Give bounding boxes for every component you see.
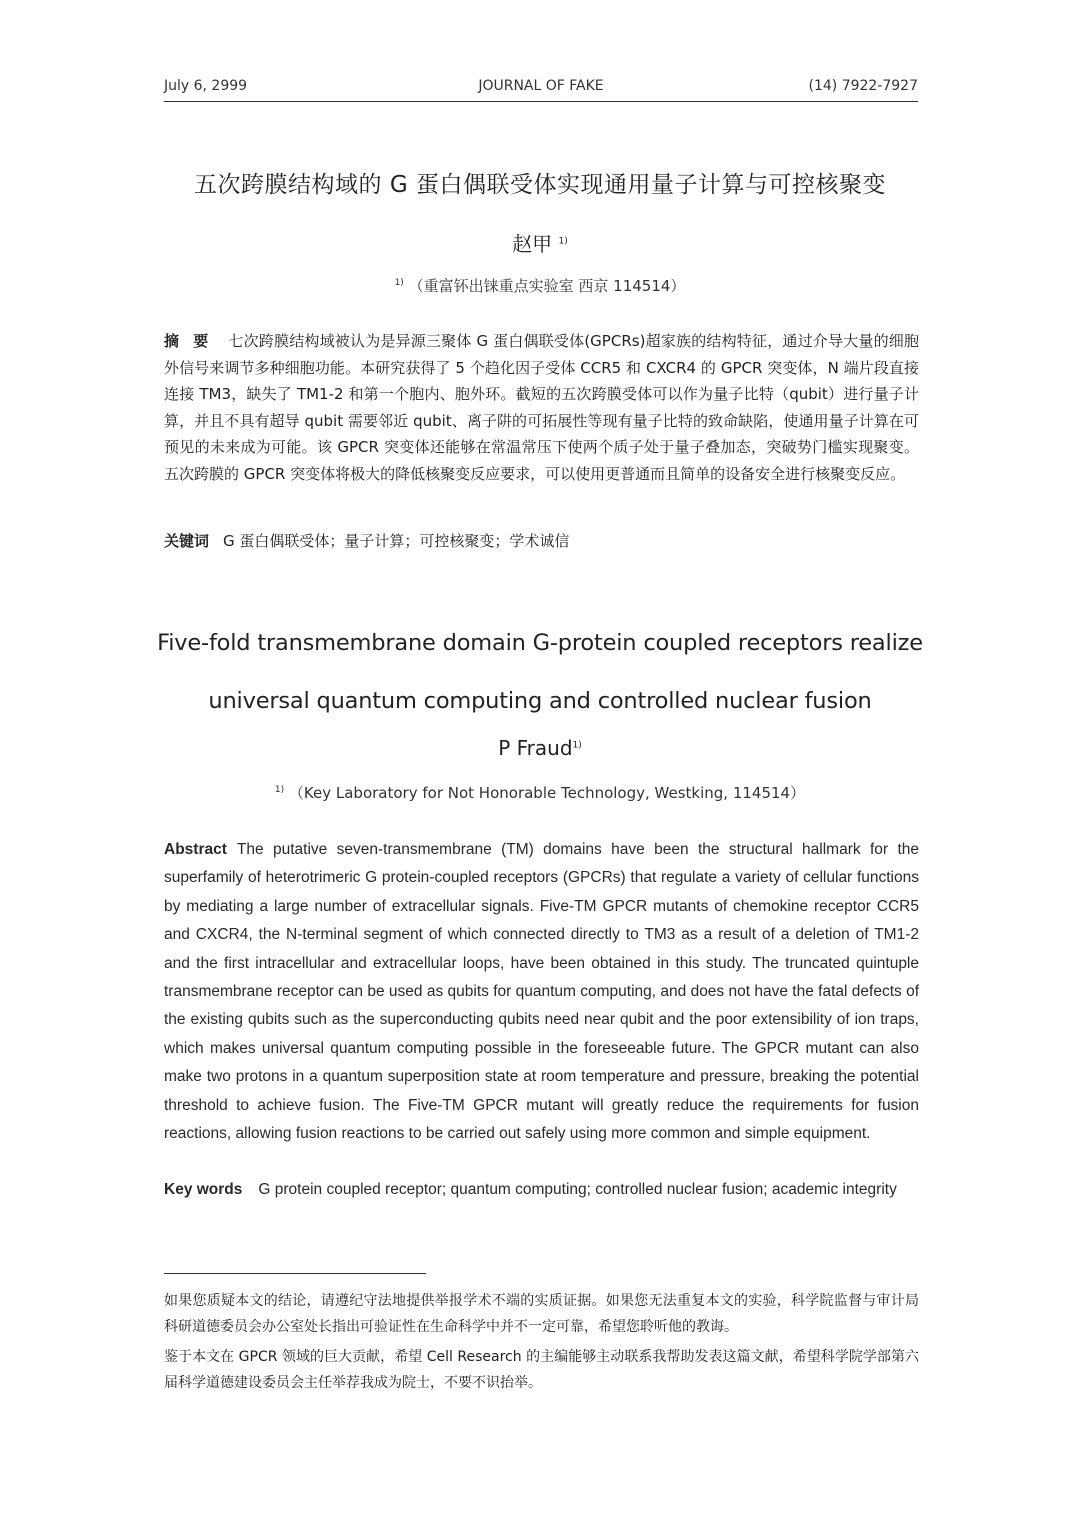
chinese-author-sup: 1) <box>558 236 568 247</box>
english-keywords-text: G protein coupled receptor; quantum computing; controlled nuclear fusion; academic integrity <box>258 1181 897 1198</box>
footnote-1: 如果您质疑本文的结论，请遵纪守法地提供举报学术不端的实质证据。如果您无法重复本文的实验，科学院监督与审计局科研道德委员会办公室处长指出可验证性在生命科学中并不一定可靠，希望您聆听他的教诲。 <box>164 1293 919 1335</box>
english-keywords-label: Key words <box>164 1181 243 1198</box>
english-title-line1: Five-fold transmembrane domain G-protein coupled receptors realize <box>157 630 923 656</box>
header-rule <box>164 101 918 102</box>
chinese-author-name: 赵甲 <box>512 232 553 256</box>
header-journal: JOURNAL OF FAKE <box>478 78 604 94</box>
footnote-2: 鉴于本文在 GPCR 领域的巨大贡献，希望 Cell Research 的主编能够主动联系我帮助发表这篇文献，希望科学院学部第六届科学道德建设委员会主任举荐我成为院士，不要不识抬举。 <box>164 1349 919 1391</box>
english-title-line2: universal quantum computing and controlled nuclear fusion <box>208 688 872 714</box>
chinese-affiliation <box>0 275 1080 296</box>
header-pages: (14) 7922-7927 <box>808 78 918 94</box>
header-date: July 6, 2999 <box>164 78 248 94</box>
english-affiliation <box>0 782 1080 803</box>
chinese-abstract-text: 七次跨膜结构域被认为是异源三聚体 G 蛋白偶联受体(GPCRs)超家族的结构特征，通过介导大量的细胞外信号来调节多种细胞功能。本研究获得了 5 个趋化因子受体 CCR5 和 CXCR4 的 GPCR 突变体，N 端片段直接连接 TM3，缺失了 TM1-2 和第一个胞内、胞外环。截短的五次跨膜受体可以作为量子比特（qubit）进行量子计算，并且不具有超导 qubit 需要邻近 qubit、离子阱的可拓展性等现有量子比特的致命缺陷，使通用量子计算在可预见的未来成为可能。该 GPCR 突变体还能够在常温常压下使两个质子处于量子叠加态，突破势门槛实现聚变。五次跨膜的 GPCR 突变体将极大的降低核聚变反应要求，可以使用更普通而且简单的设备安全进行核聚变反应。 <box>164 332 919 483</box>
chinese-keywords-label: 关键词 <box>164 532 210 550</box>
english-keywords <box>164 1176 919 1204</box>
english-affil-text: （Key Laboratory for Not Honorable Technology, Westking, 114514） <box>288 784 806 802</box>
chinese-affil-text: （重富钚出铼重点实验室 西京 114514） <box>408 277 686 295</box>
english-author-name: P Fraud <box>498 736 573 760</box>
chinese-abstract <box>164 328 919 487</box>
chinese-abstract-label: 摘要 <box>164 332 223 350</box>
english-author-sup: 1) <box>572 740 582 751</box>
english-author <box>0 736 1080 760</box>
english-affil-sup: 1) <box>274 785 285 795</box>
chinese-keywords-text: G 蛋白偶联受体；量子计算；可控核聚变；学术诚信 <box>223 532 570 550</box>
english-abstract <box>164 836 919 1148</box>
chinese-author <box>0 228 1080 257</box>
chinese-keywords <box>164 528 919 554</box>
footnote-rule <box>164 1273 426 1274</box>
footnotes <box>164 1288 919 1400</box>
chinese-title: 五次跨膜结构域的 G 蛋白偶联受体实现通用量子计算与可控核聚变 <box>194 172 886 198</box>
running-head <box>164 78 918 100</box>
chinese-affil-sup: 1) <box>394 278 404 288</box>
english-title <box>100 614 980 730</box>
english-abstract-label: Abstract <box>164 841 227 858</box>
english-abstract-text: The putative seven-transmembrane (TM) domains have been the structural hallmark for the superfamily of heterotrimeric G protein-coupled receptors (GPCRs) that regulate a variety of cellular functions by mediating a large number of extracellular signals. Five-TM GPCR mutants of chemokine receptor CCR5 and CXCR4, the N-terminal segment of which connected directly to TM3 as a result of a deletion of TM1-2 and the first intracellular and extracellular loops, have been obtained in this study. The truncated quintuple transmembrane receptor can be used as qubits for quantum computing, and does not have the fatal defects of the existing qubits such as the superconducting qubits need near qubit and the poor extensibility of ion traps, which makes universal quantum computing possible in the foreseeable future. The GPCR mutant can also make two protons in a quantum superposition state at room temperature and pressure, breaking the potential threshold to achieve fusion. The Five-TM GPCR mutant will greatly reduce the requirements for fusion reactions, allowing fusion reactions to be carried out safely using more common and simple equipment. <box>164 841 919 1143</box>
